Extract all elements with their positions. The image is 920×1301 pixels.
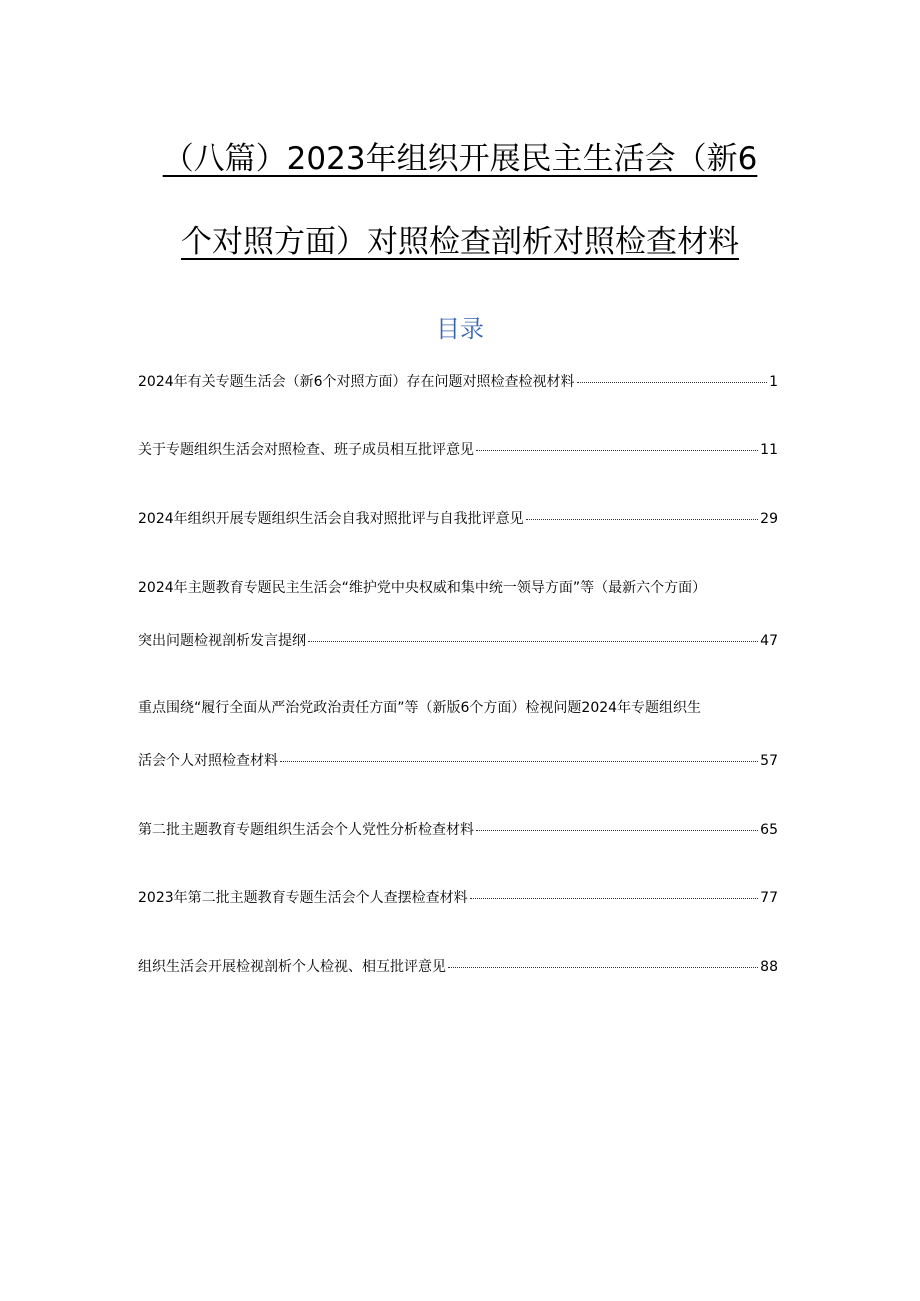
toc-entry-continued[interactable] — [138, 751, 778, 771]
toc-leader-dots — [470, 897, 759, 899]
document-title-line-1 — [0, 139, 920, 179]
toc-entry-page: 88 — [760, 959, 778, 975]
toc-leader-dots — [308, 640, 758, 642]
toc-entry[interactable] — [138, 578, 778, 598]
toc-entry-page: 47 — [760, 633, 778, 649]
toc-entry-page: 57 — [760, 753, 778, 769]
toc-entry-continued[interactable] — [138, 631, 778, 651]
toc-entry-title: 2024年组织开展专题组织生活会自我对照批评与自我批评意见 — [138, 511, 524, 527]
toc-entry-title: 关于专题组织生活会对照检查、班子成员相互批评意见 — [138, 442, 474, 458]
title-text-1: （八篇）2023年组织开展民主生活会（新6 — [162, 141, 758, 177]
toc-entry-title: 2024年有关专题生活会（新6个对照方面）存在问题对照检查检视材料 — [138, 374, 575, 390]
document-title-line-2 — [0, 222, 920, 262]
toc-entry-title-line-1: 2024年主题教育专题民主生活会“维护党中央权威和集中统一领导方面”等（最新六个方面） — [138, 580, 707, 596]
toc-entry-page: 29 — [760, 511, 778, 527]
toc-leader-dots — [577, 381, 768, 383]
toc-entry-page: 77 — [760, 890, 778, 906]
toc-heading: 目录 — [436, 315, 484, 343]
toc-entry-page: 1 — [769, 374, 778, 390]
toc-entry-title: 2023年第二批主题教育专题生活会个人查摆检查材料 — [138, 890, 468, 906]
toc-entry[interactable] — [138, 509, 778, 529]
toc-entry-title: 活会个人对照检查材料 — [138, 753, 278, 769]
toc-entry[interactable] — [138, 820, 778, 840]
toc-leader-dots — [476, 449, 758, 451]
toc-leader-dots — [526, 518, 759, 520]
toc-leader-dots — [476, 829, 758, 831]
toc-entry-page: 65 — [760, 822, 778, 838]
toc-entry[interactable] — [138, 372, 778, 392]
toc-entry[interactable] — [138, 957, 778, 977]
toc-entry-title-line-1: 重点围绕“履行全面从严治党政治责任方面”等（新版6个方面）检视问题2024年专题组织生 — [138, 700, 702, 716]
toc-entry[interactable] — [138, 888, 778, 908]
toc-entry-page: 11 — [760, 442, 778, 458]
toc-entry-title: 突出问题检视剖析发言提纲 — [138, 633, 306, 649]
toc-entry-title: 组织生活会开展检视剖析个人检视、相互批评意见 — [138, 959, 446, 975]
title-text-2: 个对照方面）对照检查剖析对照检查材料 — [181, 224, 739, 260]
toc-entry[interactable] — [138, 440, 778, 460]
toc-leader-dots — [280, 760, 758, 762]
toc-leader-dots — [448, 966, 758, 968]
toc-entry-title: 第二批主题教育专题组织生活会个人党性分析检查材料 — [138, 822, 474, 838]
toc-entry[interactable] — [138, 698, 778, 718]
